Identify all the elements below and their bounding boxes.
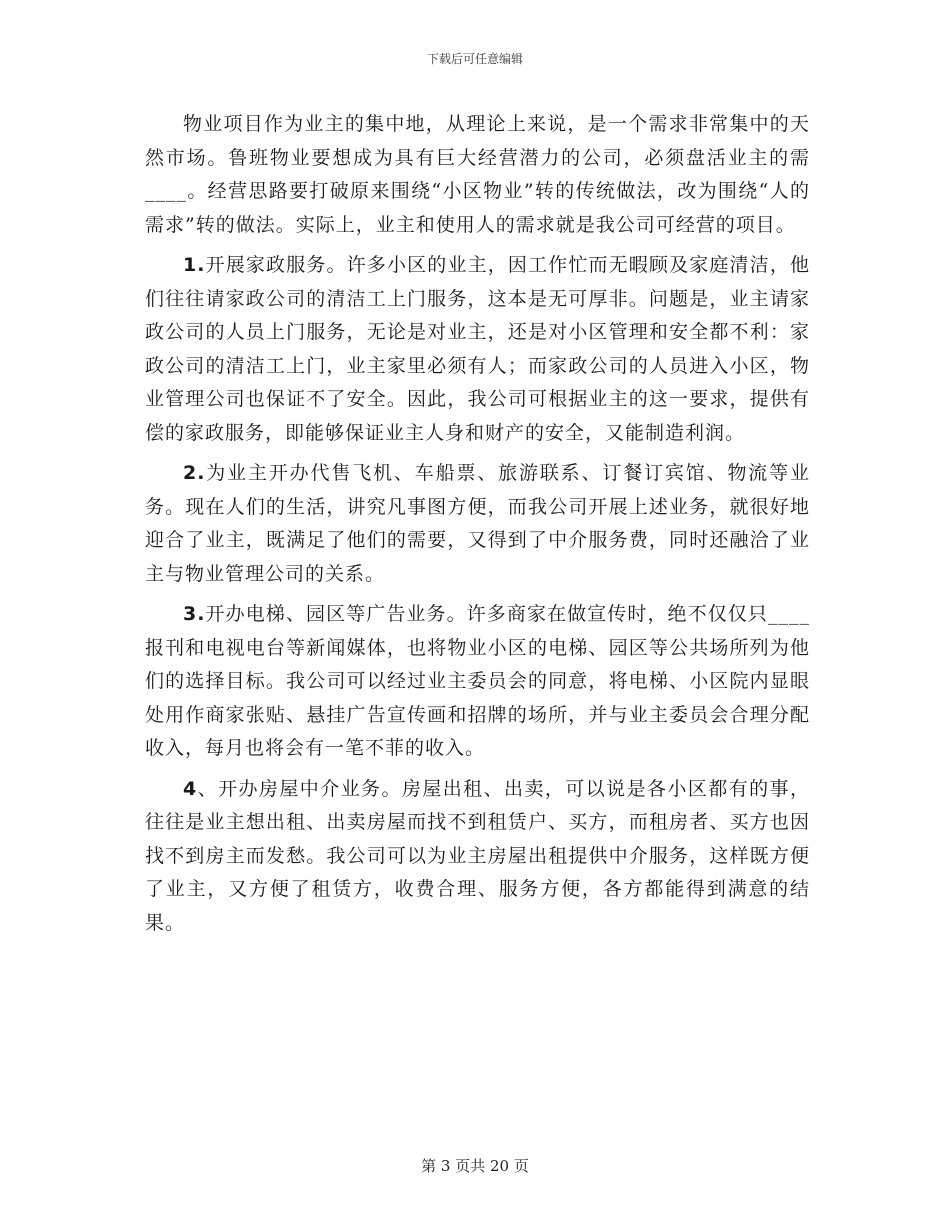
item-paragraph-2: [145, 457, 810, 591]
paragraph-text: 物业项目作为业主的集中地，从理论上来说，是一个需求非常集中的天然市场。鲁班物业要想成为具有巨大经营潜力的公司，必须盘活业主的需____。经营思路要打破原来围绕“小区物业”转的传统做法，改为围绕“人的需求”转的做法。实际上，业主和使用人的需求就是我公司可经营的项目。: [145, 113, 810, 236]
paragraph-number: 4: [183, 777, 198, 800]
paragraph-number: 3.: [183, 603, 206, 625]
page-footer: 第 3 页共 20 页: [421, 1157, 529, 1175]
item-paragraph-3: [145, 598, 810, 766]
item-paragraph-4: [145, 773, 810, 941]
item-paragraph-1: [145, 249, 810, 450]
page-header: 下载后可任意编辑: [426, 52, 523, 66]
paragraph-text: 开展家政服务。许多小区的业主，因工作忙而无暇顾及家庭清洁，他们往往请家政公司的清洁工上门服务，这本是无可厚非。问题是，业主请家政公司的人员上门服务，无论是对业主，还是对小区管理和安全都不利：家政公司的清洁工上门，业主家里必须有人；而家政公司的人员进入小区，物业管理公司也保证不了安全。因此，我公司可根据业主的这一要求，提供有偿的家政服务，即能够保证业主人身和财产的安全，又能制造利润。: [145, 254, 810, 444]
paragraph-text: 、开办房屋中介业务。房屋出租、出卖，可以说是各小区都有的事，往往是业主想出租、出卖房屋而找不到租赁户、买方，而租房者、买方也因找不到房主而发愁。我公司可以为业主房屋出租提供中介服务，这样既方便了业主，又方便了租赁方，收费合理、服务方便，各方都能得到满意的结果。: [145, 777, 810, 934]
paragraph-text: 开办电梯、园区等广告业务。许多商家在做宣传时，绝不仅仅只____报刊和电视电台等新闻媒体，也将物业小区的电梯、园区等公共场所列为他们的选择目标。我公司可以经过业主委员会的同意，将电梯、小区院内显眼处用作商家张贴、悬挂广告宣传画和招牌的场所，并与业主委员会合理分配收入，每月也将会有一笔不菲的收入。: [145, 603, 810, 759]
intro-paragraph: [145, 108, 810, 242]
paragraph-text: 为业主开办代售飞机、车船票、旅游联系、订餐订宾馆、物流等业务。现在人们的生活，讲究凡事图方便，而我公司开展上述业务，就很好地迎合了业主，既满足了他们的需要，又得到了中介服务费，同时还融洽了业主与物业管理公司的关系。: [145, 462, 810, 585]
document-body: [145, 108, 810, 947]
paragraph-number: 1.: [183, 254, 206, 276]
paragraph-number: 2.: [183, 462, 206, 484]
